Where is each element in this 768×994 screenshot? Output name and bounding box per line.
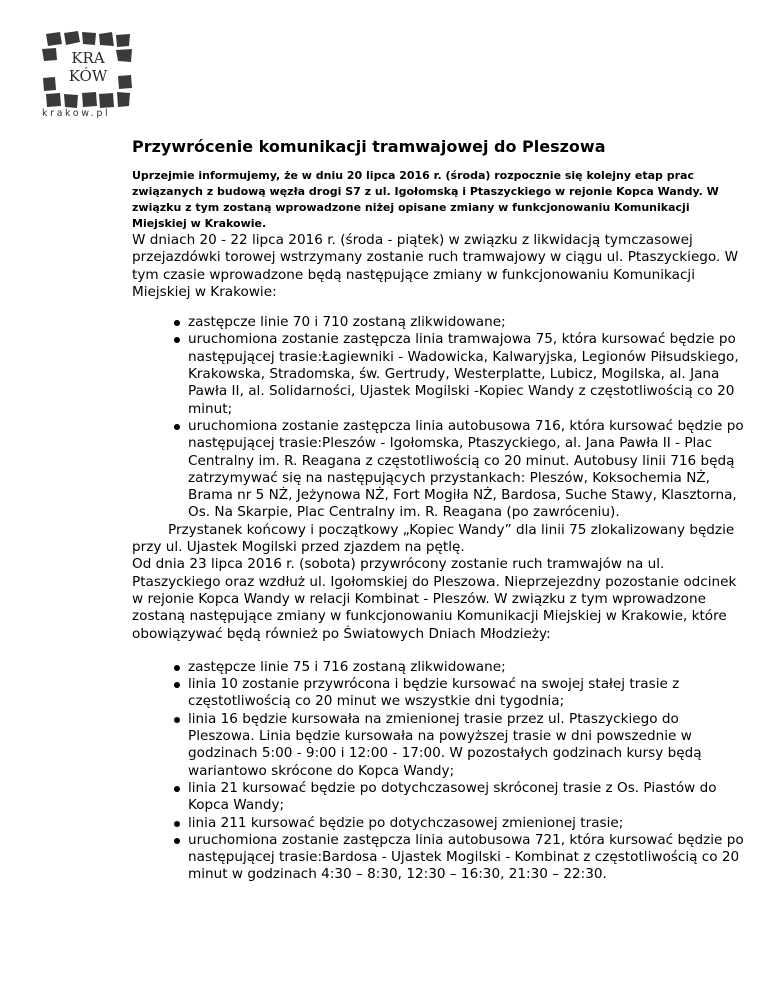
- logo-letters-bottom: KÓW: [68, 67, 108, 85]
- logo-letters-top: KRA: [71, 49, 105, 67]
- change-list-1: [132, 314, 744, 522]
- paragraph-2: Przystanek końcowy i początkowy „Kopiec Wandy” dla linii 75 zlokalizowany będzie przy ul. Ujastek Mogilski przed zjazdem na pętlę.: [132, 521, 735, 556]
- logo-caption: krakow.pl: [42, 108, 111, 119]
- list-item: linia 16 będzie kursowała na zmienionej trasie przez ul. Ptaszyckiego do Pleszowa. Linia będzie kursowała na powyższej trasie w dni powszednie w godzinach 5:00 - 9:00 i 12:00 - 17:00. W pozostałych godzinach kursy będą wariantowo skrócone do Kopca Wandy;: [188, 711, 744, 780]
- change-list-2: [132, 659, 744, 884]
- list-item: zastępcze linie 70 i 710 zostaną zlikwidowane;: [188, 314, 744, 331]
- list-item: uruchomiona zostanie zastępcza linia autobusowa 716, która kursować będzie po następującej trasie:Pleszów - Igołomska, Ptaszyckiego, al. Jana Pawła II - Plac Centralny im. R. Reagana z częstotliwością co 20 minut. Autobusy linii 716 będą zatrzymywać się na następujących przystankach: Pleszów, Koksochemia NŻ, Brama nr 5 NŻ, Jeżynowa NŻ, Fort Mogiła NŻ, Bardosa, Suche Stawy, Klasztorna, Os. Na Skarpie, Plac Centralny im. R. Reagana (po zawróceniu).: [188, 417, 744, 521]
- paragraph-1: W dniach 20 - 22 lipca 2016 r. (środa - piątek) w związku z likwidacją tymczasowej przejazdówki torowej wstrzymany zostanie ruch tramwajowy w ciągu ul. Ptaszyckiego. W tym czasie wprowadzone będą następujące zmiany w funkcjonowaniu Komunikacji Miejskiej w Krakowie:: [132, 232, 739, 300]
- document-title: Przywrócenie komunikacji tramwajowej do Pleszowa: [132, 137, 606, 156]
- list-item: linia 21 kursować będzie po dotychczasowej skróconej trasie z Os. Piastów do Kopca Wandy;: [188, 780, 744, 815]
- list-item: uruchomiona zostanie zastępcza linia tramwajowa 75, która kursować będzie po następującej trasie:Łagiewniki - Wadowicka, Kalwaryjska, Legionów Piłsudskiego, Krakowska, Stradomska, św. Gertrudy, Westerplatte, Lubicz, Mogilska, al. Jana Pawła II, al. Solidarności, Ujastek Mogilski -Kopiec Wandy z częstotliwością co 20 minut;: [188, 331, 744, 417]
- list-item: linia 10 zostanie przywrócona i będzie kursować na swojej stałej trasie z częstotliwością co 20 minut we wszystkie dni tygodnia;: [188, 676, 744, 711]
- intro-paragraph: Uprzejmie informujemy, że w dniu 20 lipca 2016 r. (środa) rozpocznie się kolejny etap prac związanych z budową węzła drogi S7 z ul. Igołomską i Ptaszyckiego w rejonie Kopca Wandy. W związku z tym zostaną wprowadzone niżej opisane zmiany w funkcjonowaniu Komunikacji Miejskiej w Krakowie.: [132, 169, 719, 230]
- paragraph-3: Od dnia 23 lipca 2016 r. (sobota) przywrócony zostanie ruch tramwajów na ul. Ptaszyckiego oraz wzdłuż ul. Igołomskiej do Pleszowa. Nieprzejezdny pozostanie odcinek w rejonie Kopca Wandy w relacji Kombinat - Pleszów. W związku z tym wprowadzone zostaną następujące zmiany w funkcjonowaniu Komunikacji Miejskiej w Krakowie, które obowiązywać będą również po Światowych Dniach Młodzieży:: [132, 556, 737, 642]
- document-body: [132, 136, 744, 884]
- list-item: linia 211 kursować będzie po dotychczasowej zmienionej trasie;: [188, 815, 744, 832]
- list-item: uruchomiona zostanie zastępcza linia autobusowa 721, która kursować będzie po następującej trasie:Bardosa - Ujastek Mogilski - Kombinat z częstotliwością co 20 minut w godzinach 4:30 – 8:30, 12:30 – 16:30, 21:30 – 22:30.: [188, 831, 744, 883]
- list-item: zastępcze linie 75 i 716 zostaną zlikwidowane;: [188, 659, 744, 676]
- krakow-logo-graphic: [38, 30, 138, 110]
